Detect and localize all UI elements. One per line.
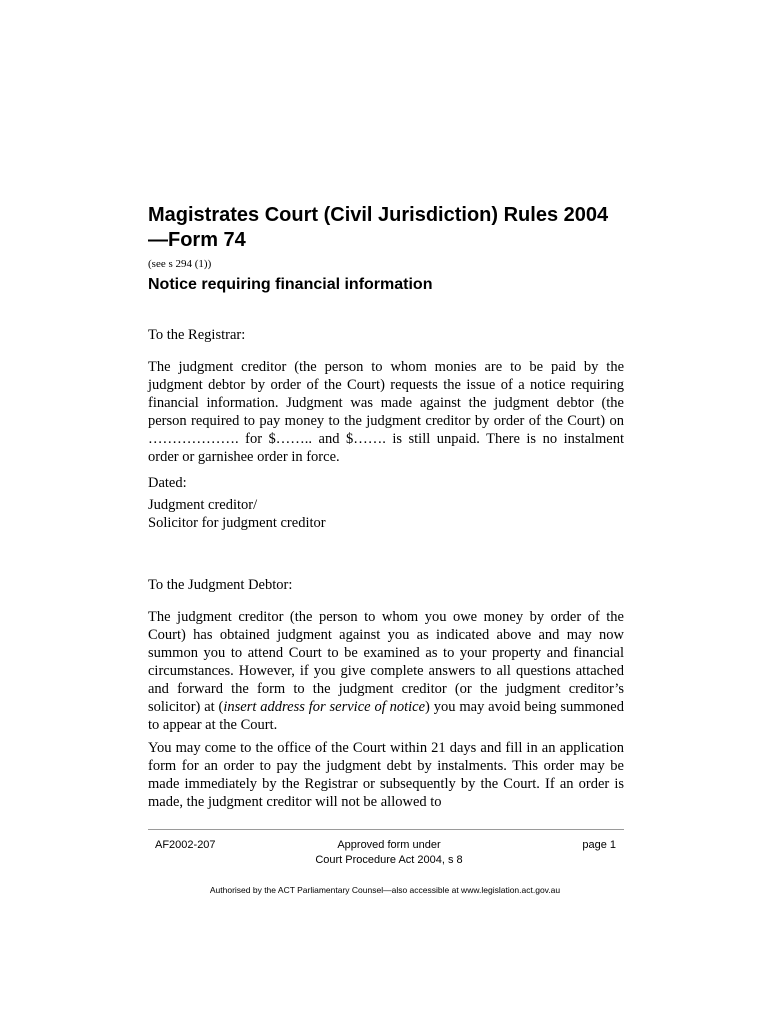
footer-approved-line-1: Approved form under xyxy=(337,839,441,851)
instalment-paragraph: You may come to the office of the Court within 21 days and fill in an application form for an order to pay the judgment debt by instalments. This order may be made immediately by the Registrar or subsequently by the Court. If an order is made, the judgment creditor will not be allowed to xyxy=(148,740,624,810)
debtor-notice-text-2: ) you may avoid being summoned to appear at the Court. xyxy=(148,699,624,733)
address-placeholder: insert address for service of notice xyxy=(223,699,426,715)
debtor-addressee: To the Judgment Debtor: xyxy=(148,577,293,593)
footer-form-code: AF2002-207 xyxy=(155,839,216,851)
footer-divider xyxy=(148,829,624,830)
section-reference: (see s 294 (1)) xyxy=(148,258,212,270)
debtor-notice-text-1: The judgment creditor (the person to whom you owe money by order of the Court) has obtained judgment against you as indicated above and may now summon you to attend Court to be examined as to your property and financial circumstances. However, if you give complete answers to all questions attached and forward the form to the judgment creditor (or the judgment creditor’s solicitor) at ( xyxy=(148,609,624,715)
form-title: Magistrates Court (Civil Jurisdiction) Rules 2004—Form 74 xyxy=(148,204,609,251)
signatory-line-2: Solicitor for judgment creditor xyxy=(148,515,326,531)
footer-page-number: page 1 xyxy=(582,839,616,851)
signatory-line-1: Judgment creditor/ xyxy=(148,497,258,513)
registrar-addressee: To the Registrar: xyxy=(148,327,246,343)
dated-label: Dated: xyxy=(148,475,187,491)
registrar-request-paragraph: The judgment creditor (the person to whom monies are to be paid by the judgment debtor by order of the Court) requests the issue of a notice requiring financial information. Judgment was made against the judgment debtor (the person required to pay money to the judgment creditor by order of the Court) on ………………. for $…….. and $……. is still unpaid. There is no instalment order or garnishee order in force. xyxy=(148,359,624,465)
notice-heading: Notice requiring financial information xyxy=(148,276,433,293)
footer-approved-line-2: Court Procedure Act 2004, s 8 xyxy=(315,854,463,866)
debtor-notice-paragraph xyxy=(148,608,624,734)
authorisation-notice: Authorised by the ACT Parliamentary Counsel—also accessible at www.legislation.act.gov.au xyxy=(209,885,561,895)
